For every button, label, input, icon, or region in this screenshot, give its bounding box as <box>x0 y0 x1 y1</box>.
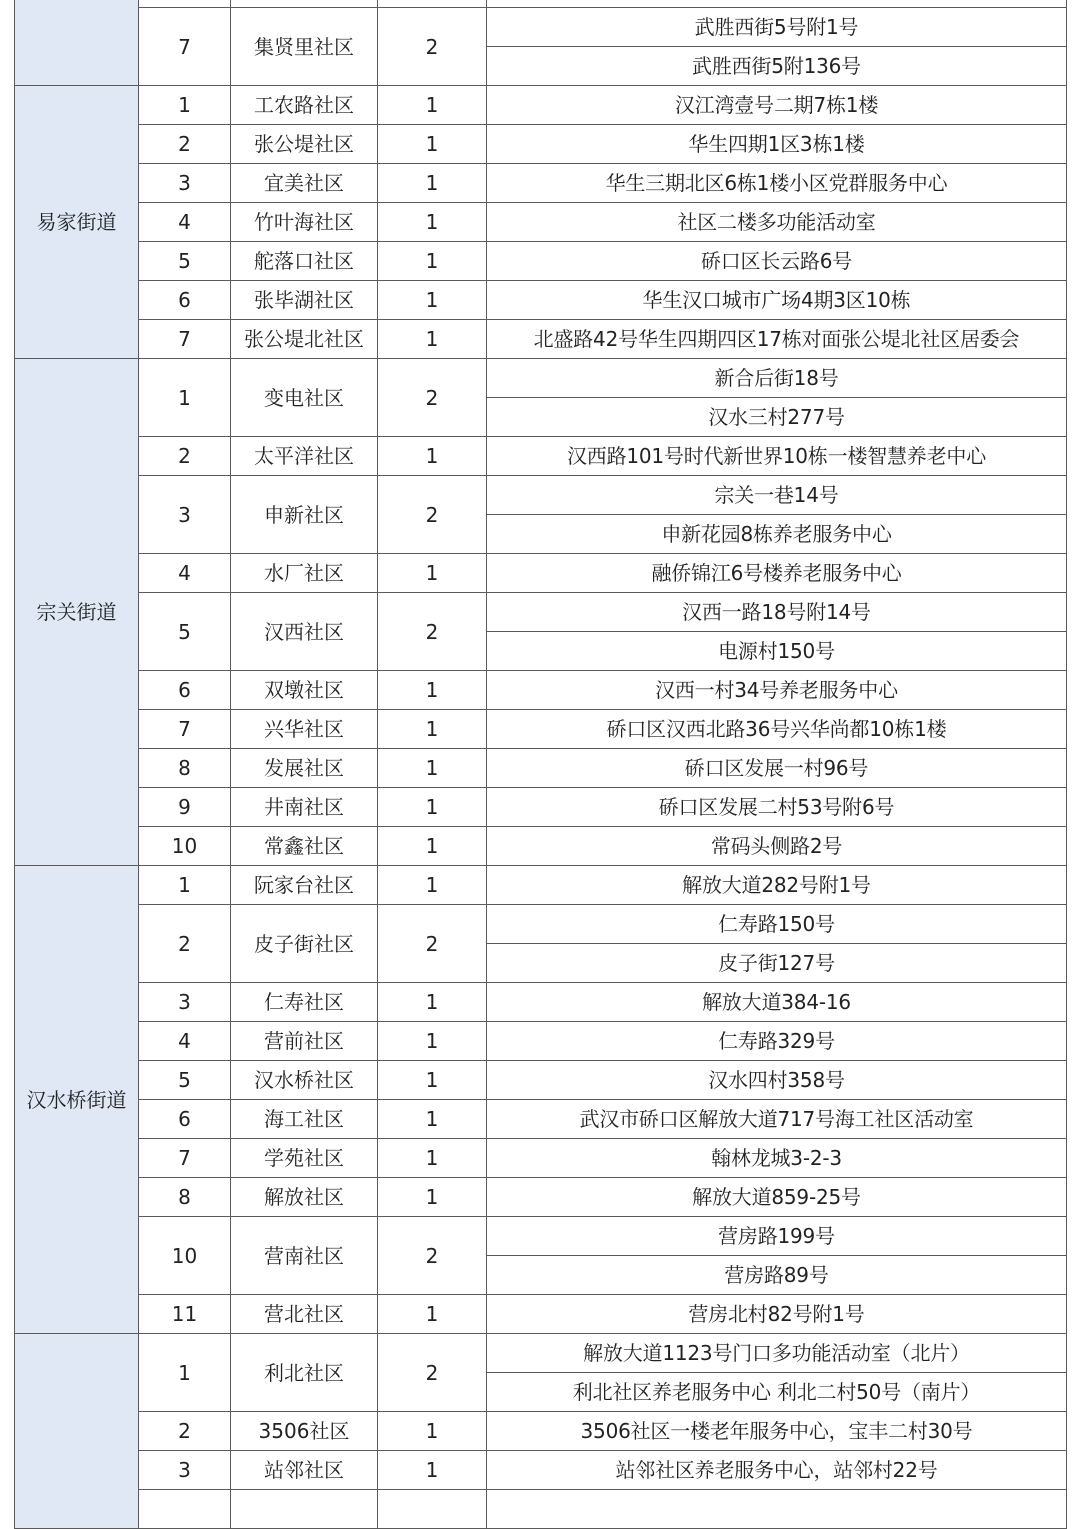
community-name-cell: 水厂社区 <box>231 554 378 593</box>
site-count-cell: 1 <box>378 281 487 320</box>
site-count-cell: 1 <box>378 86 487 125</box>
table-row <box>15 1139 1067 1178</box>
address-cell: 3506社区一楼老年服务中心，宝丰二村30号 <box>487 1412 1067 1451</box>
community-name-cell: 海工社区 <box>231 1100 378 1139</box>
address-cell: 武汉市硚口区解放大道717号海工社区活动室 <box>487 1100 1067 1139</box>
table-row <box>15 866 1067 905</box>
serial-number-cell: 6 <box>139 1100 231 1139</box>
address-cell: 汉西路101号时代新世界10栋一楼智慧养老中心 <box>487 437 1067 476</box>
site-count-cell: 1 <box>378 203 487 242</box>
site-count-cell: 1 <box>378 1412 487 1451</box>
address-cell: 武胜西街5附136号 <box>487 47 1067 86</box>
serial-number-cell: 5 <box>139 242 231 281</box>
site-count-cell: 1 <box>378 983 487 1022</box>
address-cell: 汉江湾壹号二期7栋1楼 <box>487 86 1067 125</box>
table-row <box>15 164 1067 203</box>
site-count-cell: 1 <box>378 437 487 476</box>
address-cell: 武胜西街5号附1号 <box>487 8 1067 47</box>
serial-number-cell: 8 <box>139 749 231 788</box>
address-cell: 华生汉口城市广场4期3区10栋 <box>487 281 1067 320</box>
serial-number-cell: 7 <box>139 1139 231 1178</box>
community-name-cell: 解放社区 <box>231 1178 378 1217</box>
address-cell: 解放大道859-25号 <box>487 1178 1067 1217</box>
table-row <box>15 1178 1067 1217</box>
serial-number-cell: 1 <box>139 86 231 125</box>
table-row <box>15 437 1067 476</box>
address-cell: 利北社区养老服务中心 利北二村50号（南片） <box>487 1373 1067 1412</box>
community-name-cell: 营前社区 <box>231 1022 378 1061</box>
serial-number-cell: 3 <box>139 164 231 203</box>
site-count-cell: 1 <box>378 788 487 827</box>
address-cell: 营房北村82号附1号 <box>487 1295 1067 1334</box>
street-name-cell <box>15 0 139 86</box>
serial-number-cell: 6 <box>139 671 231 710</box>
serial-number-cell: 2 <box>139 125 231 164</box>
table-row <box>15 1295 1067 1334</box>
community-name-cell: 3506社区 <box>231 1412 378 1451</box>
community-name-cell: 兴华社区 <box>231 710 378 749</box>
serial-number-cell: 3 <box>139 476 231 554</box>
table-row <box>15 788 1067 827</box>
table-body <box>15 0 1067 1529</box>
site-count-cell: 2 <box>378 8 487 86</box>
table-row <box>15 476 1067 515</box>
serial-number-cell: 10 <box>139 1217 231 1295</box>
address-cell: 解放大道384-16 <box>487 983 1067 1022</box>
community-name-cell: 张公堤北社区 <box>231 320 378 359</box>
site-count-cell: 1 <box>378 866 487 905</box>
serial-number-cell <box>139 0 231 8</box>
site-count-cell: 1 <box>378 749 487 788</box>
address-cell: 北盛路42号华生四期四区17栋对面张公堤北社区居委会 <box>487 320 1067 359</box>
community-address-table <box>14 0 1067 1529</box>
community-name-cell: 汉水桥社区 <box>231 1061 378 1100</box>
site-count-cell: 2 <box>378 476 487 554</box>
site-count-cell: 1 <box>378 1451 487 1490</box>
community-name-cell: 营北社区 <box>231 1295 378 1334</box>
table-row <box>15 1334 1067 1373</box>
address-cell: 解放大道282号附1号 <box>487 866 1067 905</box>
serial-number-cell: 7 <box>139 320 231 359</box>
site-count-cell: 1 <box>378 1022 487 1061</box>
table-row <box>15 1412 1067 1451</box>
serial-number-cell: 3 <box>139 983 231 1022</box>
table-row <box>15 242 1067 281</box>
address-cell: 汉西一路18号附14号 <box>487 593 1067 632</box>
table-row <box>15 1061 1067 1100</box>
serial-number-cell: 9 <box>139 788 231 827</box>
serial-number-cell: 3 <box>139 1451 231 1490</box>
community-name-cell: 变电社区 <box>231 359 378 437</box>
community-name-cell: 阮家台社区 <box>231 866 378 905</box>
serial-number-cell: 7 <box>139 8 231 86</box>
address-cell: 翰林龙城3-2-3 <box>487 1139 1067 1178</box>
site-count-cell: 2 <box>378 1217 487 1295</box>
site-count-cell: 2 <box>378 359 487 437</box>
serial-number-cell: 8 <box>139 1178 231 1217</box>
serial-number-cell: 4 <box>139 203 231 242</box>
table-row <box>15 554 1067 593</box>
community-name-cell: 宜美社区 <box>231 164 378 203</box>
community-name-cell: 双墩社区 <box>231 671 378 710</box>
table-row <box>15 1451 1067 1490</box>
address-cell: 营房路199号 <box>487 1217 1067 1256</box>
site-count-cell: 1 <box>378 1295 487 1334</box>
street-name-cell: 汉水桥街道 <box>15 866 139 1334</box>
community-name-cell: 张公堤社区 <box>231 125 378 164</box>
community-name-cell: 营南社区 <box>231 1217 378 1295</box>
address-cell: 社区二楼多功能活动室 <box>487 203 1067 242</box>
site-count-cell: 1 <box>378 242 487 281</box>
table-row <box>15 827 1067 866</box>
serial-number-cell: 10 <box>139 827 231 866</box>
community-name-cell: 学苑社区 <box>231 1139 378 1178</box>
table-row <box>15 359 1067 398</box>
table-row <box>15 710 1067 749</box>
community-name-cell: 仁寿社区 <box>231 983 378 1022</box>
site-count-cell: 2 <box>378 1334 487 1412</box>
table-row <box>15 0 1067 8</box>
address-cell: 申新花园8栋养老服务中心 <box>487 515 1067 554</box>
site-count-cell: 1 <box>378 1100 487 1139</box>
address-cell: 硚口区发展二村53号附6号 <box>487 788 1067 827</box>
address-cell: 宗关一巷14号 <box>487 476 1067 515</box>
serial-number-cell: 2 <box>139 1412 231 1451</box>
community-name-cell: 太平洋社区 <box>231 437 378 476</box>
serial-number-cell: 6 <box>139 281 231 320</box>
address-cell <box>487 0 1067 8</box>
community-name-cell: 张毕湖社区 <box>231 281 378 320</box>
serial-number-cell: 2 <box>139 437 231 476</box>
community-name-cell <box>231 0 378 8</box>
table-row <box>15 320 1067 359</box>
address-cell: 融侨锦江6号楼养老服务中心 <box>487 554 1067 593</box>
serial-number-cell: 4 <box>139 554 231 593</box>
table-row <box>15 1022 1067 1061</box>
site-count-cell: 2 <box>378 905 487 983</box>
community-name-cell: 利北社区 <box>231 1334 378 1412</box>
site-count-cell: 1 <box>378 554 487 593</box>
community-name-cell: 井南社区 <box>231 788 378 827</box>
serial-number-cell <box>139 1490 231 1529</box>
community-name-cell: 皮子街社区 <box>231 905 378 983</box>
address-cell: 常码头侧路2号 <box>487 827 1067 866</box>
community-name-cell: 集贤里社区 <box>231 8 378 86</box>
address-cell: 华生四期1区3栋1楼 <box>487 125 1067 164</box>
address-cell: 皮子街127号 <box>487 944 1067 983</box>
address-cell: 营房路89号 <box>487 1256 1067 1295</box>
serial-number-cell: 2 <box>139 905 231 983</box>
address-cell: 新合后街18号 <box>487 359 1067 398</box>
site-count-cell <box>378 1490 487 1529</box>
serial-number-cell: 5 <box>139 1061 231 1100</box>
community-name-cell <box>231 1490 378 1529</box>
table-row <box>15 1490 1067 1529</box>
address-cell: 仁寿路329号 <box>487 1022 1067 1061</box>
table-row <box>15 593 1067 632</box>
street-name-cell: 易家街道 <box>15 86 139 359</box>
site-count-cell: 1 <box>378 1178 487 1217</box>
table-row <box>15 281 1067 320</box>
community-name-cell: 竹叶海社区 <box>231 203 378 242</box>
serial-number-cell: 1 <box>139 866 231 905</box>
serial-number-cell: 4 <box>139 1022 231 1061</box>
site-count-cell: 1 <box>378 1061 487 1100</box>
table-row <box>15 983 1067 1022</box>
table-row <box>15 1217 1067 1256</box>
community-name-cell: 工农路社区 <box>231 86 378 125</box>
site-count-cell: 1 <box>378 320 487 359</box>
table-row <box>15 749 1067 788</box>
address-cell: 华生三期北区6栋1楼小区党群服务中心 <box>487 164 1067 203</box>
address-cell: 汉水三村277号 <box>487 398 1067 437</box>
serial-number-cell: 5 <box>139 593 231 671</box>
table-row <box>15 905 1067 944</box>
serial-number-cell: 7 <box>139 710 231 749</box>
table-row <box>15 1100 1067 1139</box>
address-cell: 汉水四村358号 <box>487 1061 1067 1100</box>
table-row <box>15 86 1067 125</box>
address-cell <box>487 1490 1067 1529</box>
community-name-cell: 申新社区 <box>231 476 378 554</box>
community-name-cell: 发展社区 <box>231 749 378 788</box>
address-cell: 硚口区汉西北路36号兴华尚都10栋1楼 <box>487 710 1067 749</box>
address-cell: 仁寿路150号 <box>487 905 1067 944</box>
table-row <box>15 671 1067 710</box>
address-cell: 硚口区长云路6号 <box>487 242 1067 281</box>
address-cell: 解放大道1123号门口多功能活动室（北片） <box>487 1334 1067 1373</box>
table-row <box>15 8 1067 47</box>
table-row <box>15 203 1067 242</box>
serial-number-cell: 1 <box>139 1334 231 1412</box>
community-name-cell: 舵落口社区 <box>231 242 378 281</box>
community-name-cell: 汉西社区 <box>231 593 378 671</box>
serial-number-cell: 1 <box>139 359 231 437</box>
address-cell: 电源村150号 <box>487 632 1067 671</box>
site-count-cell: 1 <box>378 164 487 203</box>
serial-number-cell: 11 <box>139 1295 231 1334</box>
community-name-cell: 常鑫社区 <box>231 827 378 866</box>
street-name-cell: 宗关街道 <box>15 359 139 866</box>
address-cell: 汉西一村34号养老服务中心 <box>487 671 1067 710</box>
site-count-cell: 1 <box>378 1139 487 1178</box>
site-count-cell: 1 <box>378 710 487 749</box>
address-cell: 站邻社区养老服务中心，站邻村22号 <box>487 1451 1067 1490</box>
site-count-cell: 1 <box>378 671 487 710</box>
street-name-cell <box>15 1334 139 1529</box>
site-count-cell <box>378 0 487 8</box>
table-row <box>15 125 1067 164</box>
community-name-cell: 站邻社区 <box>231 1451 378 1490</box>
site-count-cell: 1 <box>378 827 487 866</box>
site-count-cell: 2 <box>378 593 487 671</box>
address-cell: 硚口区发展一村96号 <box>487 749 1067 788</box>
site-count-cell: 1 <box>378 125 487 164</box>
